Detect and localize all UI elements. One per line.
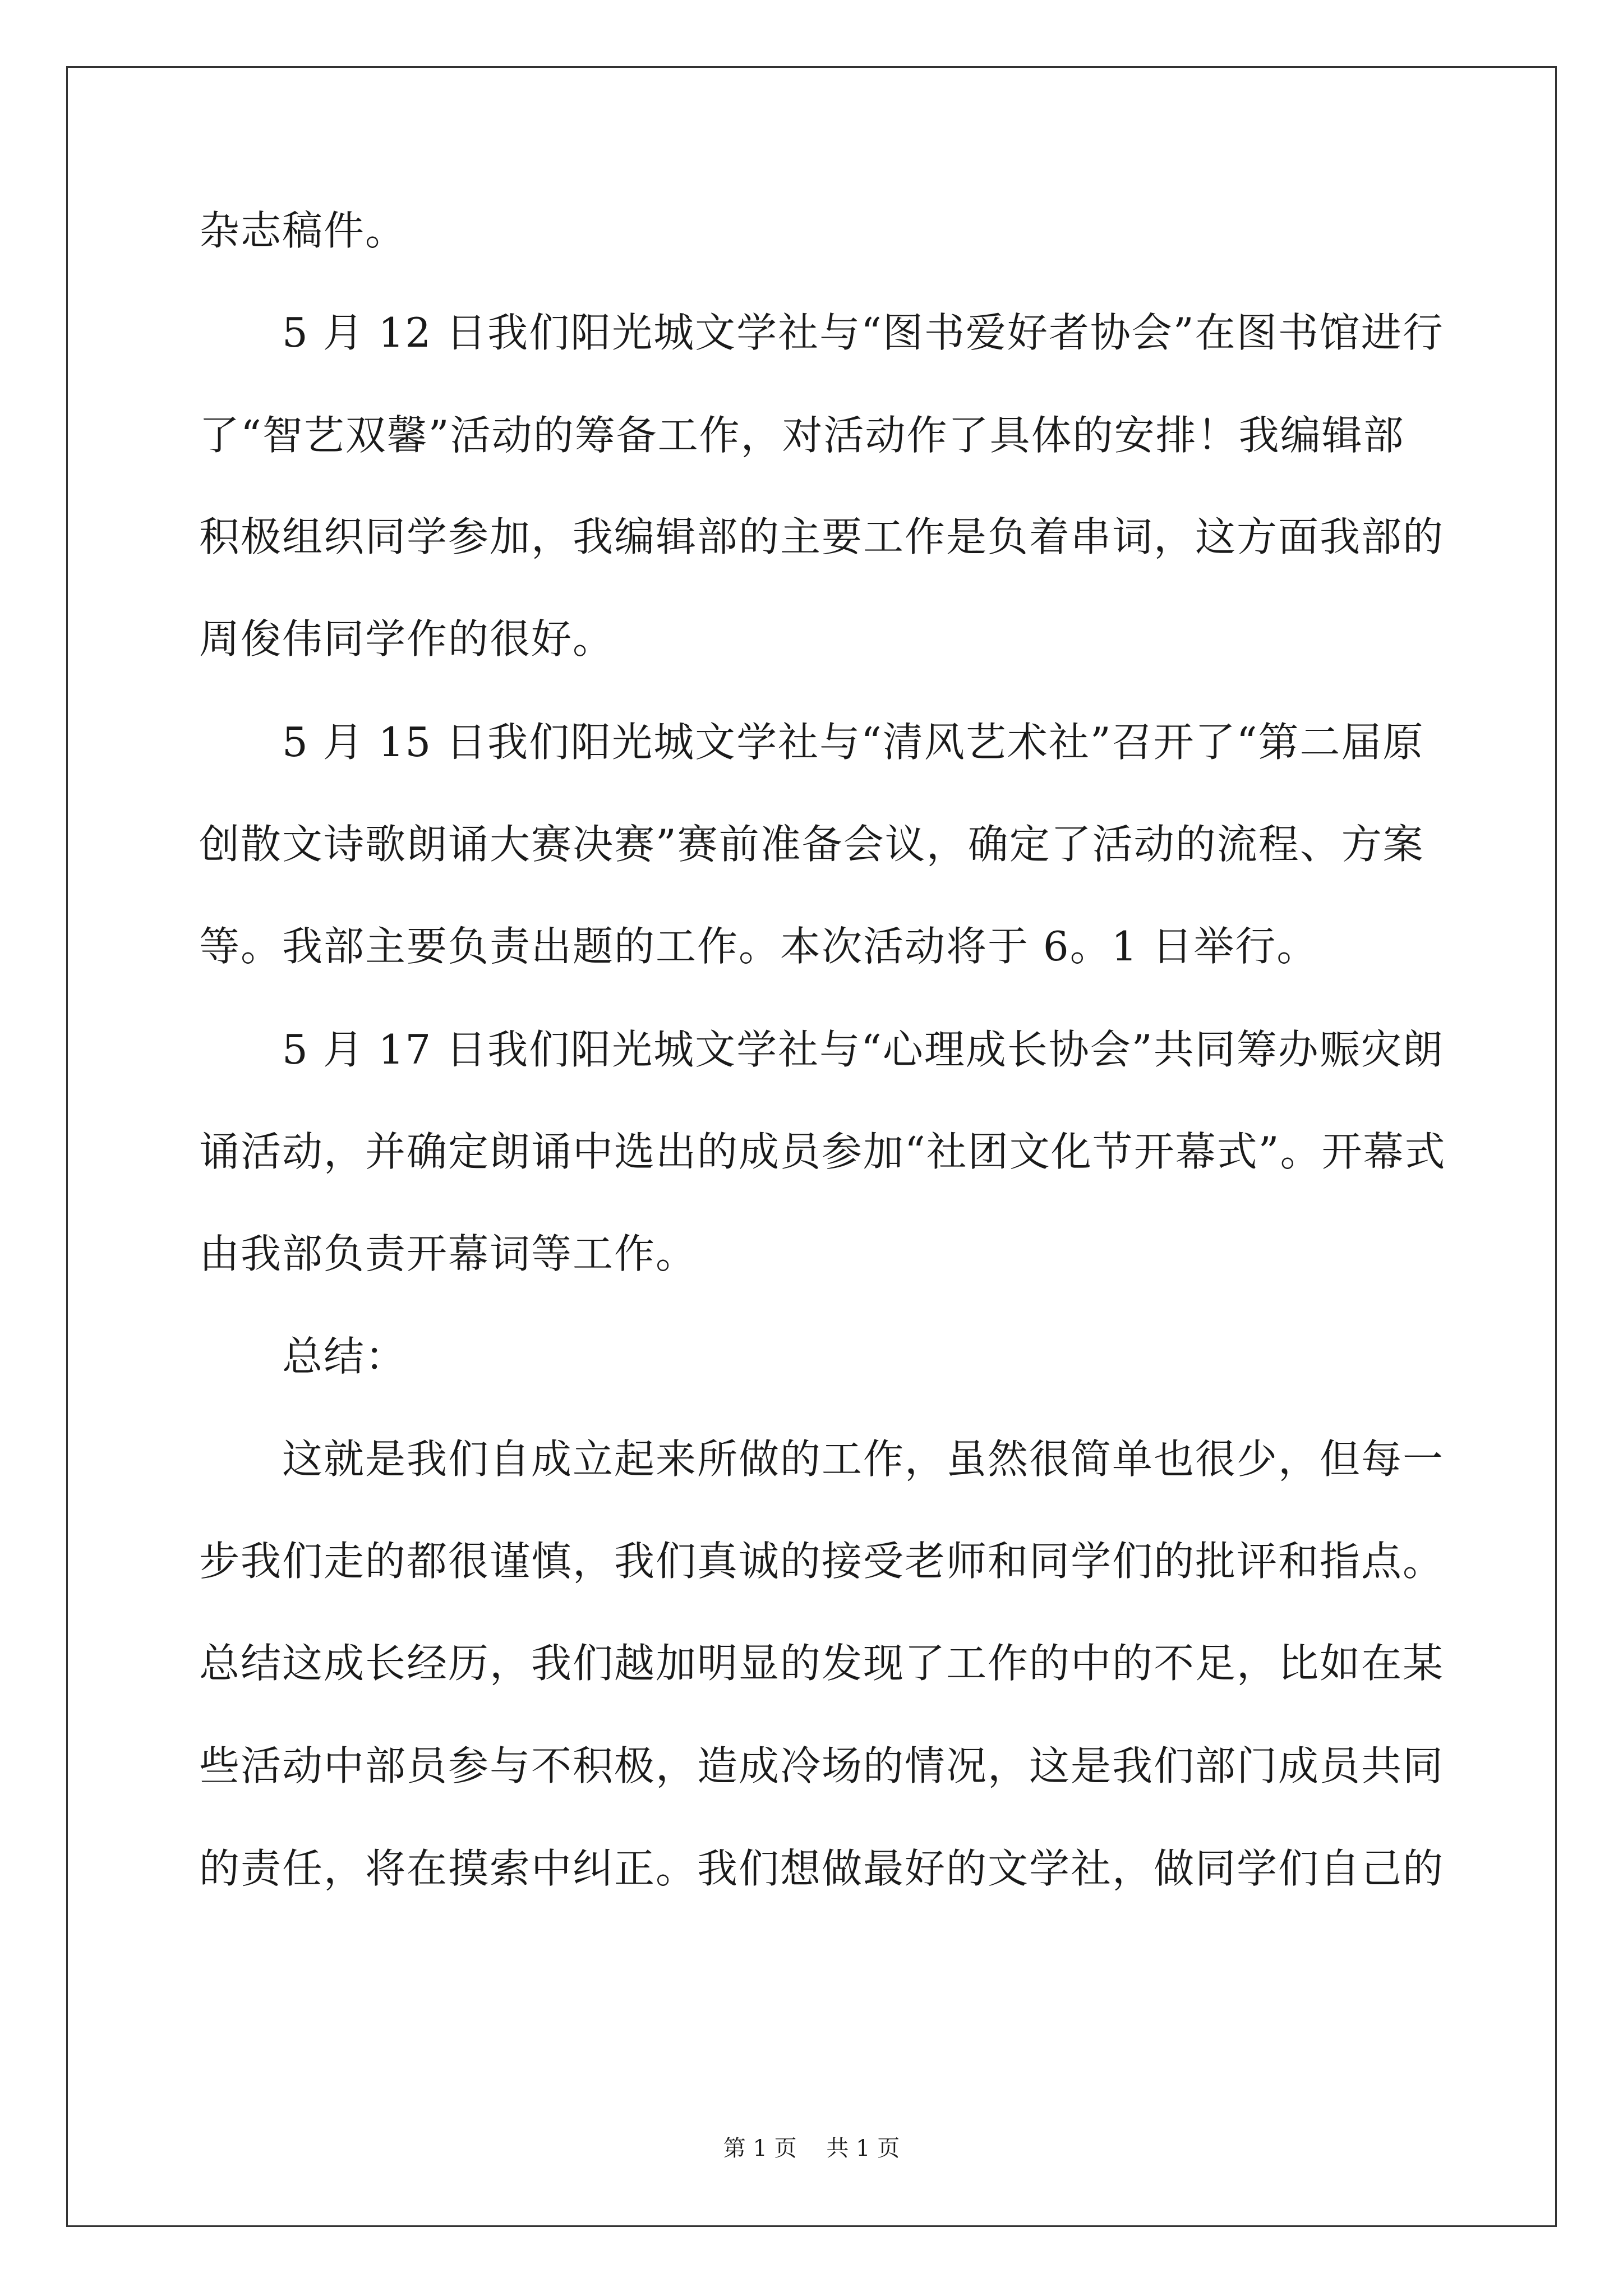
text-line: 这就是我们自成立起来所做的工作，虽然很简单也很少，但每一 [199,1435,1445,1483]
page-total: 共 1 页 [826,2136,900,2161]
page-footer [0,2132,1623,2165]
text-line: 些活动中部员参与不积极，造成冷场的情况，这是我们部门成员共同 [199,1742,1445,1789]
text-line: 等。我部主要负责出题的工作。本次活动将于 6。1 日举行。 [199,923,1318,970]
text-line: 步我们走的都很谨慎，我们真诚的接受老师和同学们的批评和指点。 [199,1538,1445,1585]
text-line: 杂志稿件。 [199,207,407,254]
text-line: 5 月 15 日我们阳光城文学社与“清风艺术社”召开了“第二届原 [199,719,1424,766]
text-line: 积极组织同学参加，我编辑部的主要工作是负着串词，这方面我部的 [199,513,1445,560]
text-line: 由我部负责开幕词等工作。 [199,1230,698,1277]
text-line: 总结： [199,1333,407,1380]
text-line: 周俊伟同学作的很好。 [199,615,615,662]
text-line: 5 月 17 日我们阳光城文学社与“心理成长协会”共同筹办赈灾朗 [199,1026,1444,1073]
text-line: 的责任，将在摸索中纠正。我们想做最好的文学社，做同学们自己的 [199,1845,1445,1892]
text-line: 诵活动，并确定朗诵中选出的成员参加“社团文化节开幕式”。开幕式 [199,1128,1446,1175]
text-line: 创散文诗歌朗诵大赛决赛”赛前准备会议，确定了活动的流程、方案 [199,821,1424,868]
text-line: 总结这成长经历，我们越加明显的发现了工作的中的不足，比如在某 [199,1640,1445,1687]
text-line: 5 月 12 日我们阳光城文学社与“图书爱好者协会”在图书馆进行 [199,309,1444,356]
text-line: 了“智艺双馨”活动的筹备工作，对活动作了具体的安排！我编辑部 [199,412,1405,459]
page-number: 第 1 页 [723,2136,797,2161]
